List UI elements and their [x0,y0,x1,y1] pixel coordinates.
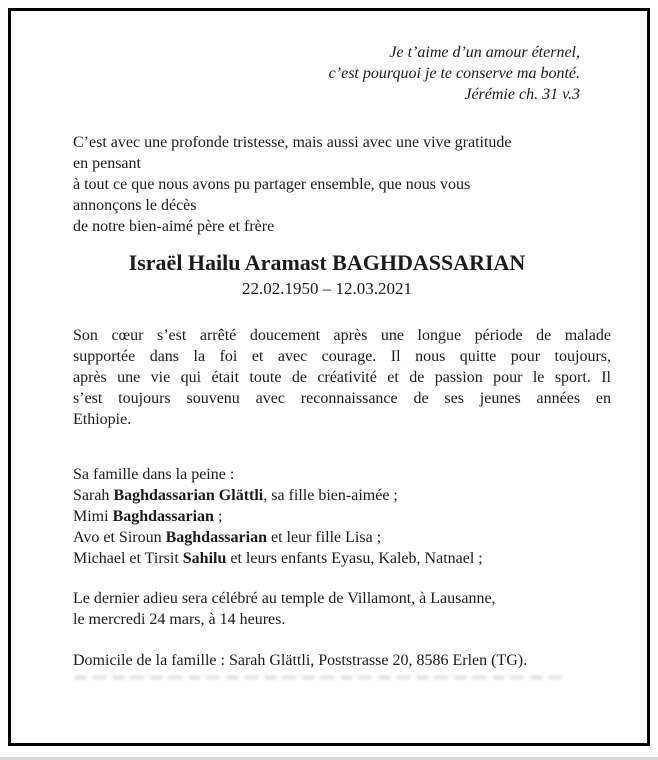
text-line: C’est avec une profonde tristesse, mais aussi avec une vive gratitude [73,134,512,151]
text-line: annonçons le décès [73,197,197,214]
text-line: Le dernier adieu sera célébré au temple de Villamont, à Lausanne, [73,590,496,607]
family-surname-bold: Baghdassarian Glättli [113,487,264,504]
text-segment: Michael et Tirsit [73,550,183,567]
text-segment: Avo et Siroun [73,529,166,546]
family-heading: Sa famille dans la peine : [73,466,235,483]
text-line: Jérémie ch. 31 v.3 [464,86,580,103]
family-residence: Domicile de la famille : Sarah Glättli, Poststrasse 20, 8586 Erlen (TG). [73,652,528,669]
family-surname-bold: Baghdassarian [112,508,214,525]
text-segment: ; [213,508,223,525]
text-line: c’est pourquoi je te conserve ma bonté. [328,65,580,82]
text-segment: et leurs enfants Eyasu, Kaleb, Natnael ; [226,550,483,567]
text-line: de notre bien-aimé père et frère [73,218,275,235]
scripture-quote [73,42,580,105]
family-surname-bold: Baghdassarian [165,529,267,546]
deceased-name: Israël Hailu Aramast BAGHDASSARIAN [128,250,526,275]
text-segment: , sa fille bien-aimée ; [263,487,398,504]
family-member-line [73,506,611,527]
text-segment: Sarah [73,487,114,504]
eulogy-justified-lines [73,325,611,409]
text-segment: et leur fille Lisa ; [266,529,382,546]
text-line: le mercredi 24 mars, à 14 heures. [73,611,286,628]
deceased-dates: 22.02.1950 – 12.03.2021 [242,279,412,298]
eulogy-last-line: Ethiopie. [73,411,132,428]
family-member-line [73,485,611,506]
scan-artifact [75,675,562,680]
family-member-line [73,548,611,569]
family-member-line [73,527,611,548]
announcement-intro [73,132,611,237]
eulogy-paragraph [73,325,611,430]
text-line: à tout ce que nous avons pu partager ensemble, que nous vous [73,176,471,193]
text-line: Son cœur s’est arrêté doucement après une longue période de malade [73,327,611,344]
family-surname-bold: Sahilu [182,550,227,567]
text-line: Je t’aime d’un amour éternel, [389,44,580,61]
deceased-header [73,249,581,300]
text-line: supportée dans la foi et avec courage. Il nous quitte pour toujours, [73,348,611,365]
text-line: après une vie qui était toute de créativité et de passion pour le sport. Il [73,369,611,386]
family-members [73,485,611,569]
text-line: en pensant [73,155,141,172]
text-line: s’est toujours souvenu avec reconnaissance de ses jeunes années en [73,390,611,407]
text-segment: Mimi [73,508,113,525]
family-section [73,464,611,569]
ceremony-info [73,588,611,630]
document-border-frame [8,8,650,746]
